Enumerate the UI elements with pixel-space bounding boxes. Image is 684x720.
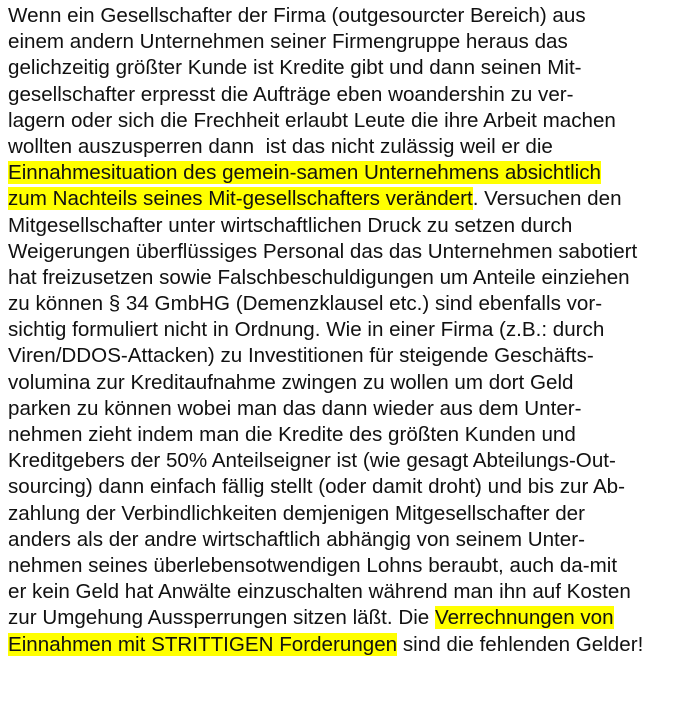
text-segment: gelichzeitig größter Kunde ist Kredite gibt und dann seinen Mit- [8,56,582,80]
text-segment: parken zu können wobei man das dann wieder aus dem Unter- [8,396,582,420]
text-segment: . Versuchen den [472,187,622,211]
text-line [8,213,684,239]
highlighted-text: Einnahmesituation des gemein-samen Unternehmens absichtlich [8,161,601,185]
highlighted-text: Verrechnungen von [434,606,614,630]
text-line [8,82,684,108]
text-line [8,239,684,265]
text-segment: sourcing) dann einfach fällig stellt (oder damit droht) und bis zur Ab- [8,475,625,499]
text-line [8,553,684,579]
text-line [8,55,684,81]
text-segment: sind die fehlenden Gelder! [397,632,644,656]
text-line [8,108,684,134]
text-line [8,527,684,553]
text-segment: Viren/DDOS-Attacken) zu Investitionen für steigende Geschäfts- [8,344,594,368]
text-line [8,501,684,527]
text-line [8,448,684,474]
text-line [8,186,684,212]
highlighted-text: zum Nachteils seines Mit-gesellschafters verändert [8,187,473,211]
text-line [8,265,684,291]
text-segment: zur Umgehung Aussperrungen sitzen läßt. Die [8,606,435,630]
highlighted-text: Einnahmen mit STRITTIGEN Forderungen [8,632,398,656]
text-segment: Wenn ein Gesellschafter der Firma (outgesourcter Bereich) aus [8,4,586,27]
text-segment: Kreditgebers der 50% Anteilseigner ist (wie gesagt Abteilungs-Out- [8,449,616,473]
text-segment: nehmen zieht indem man die Kredite des größten Kunden und [8,423,576,446]
text-segment: anders als der andre wirtschaftlich abhängig von seinem Unter- [8,527,585,551]
text-segment: einem andern Unternehmen seiner Firmengruppe heraus das [8,30,568,54]
text-segment: gesellschafter erpresst die Aufträge eben woandershin zu ver- [8,82,574,106]
text-segment: volumina zur Kreditaufnahme zwingen zu wollen um dort Geld [8,370,574,394]
text-segment: zahlung der Verbindlichkeiten demjenigen Mitgesellschafter der [8,501,585,525]
text-segment: nehmen seines überlebensotwendigen Lohns beraubt, auch da-mit [8,553,618,577]
text-segment: lagern oder sich die Frechheit erlaubt Leute die ihre Arbeit machen [8,108,616,132]
text-line [8,632,684,658]
text-line [8,422,684,448]
text-line [8,343,684,369]
text-line [8,474,684,500]
text-line [8,370,684,396]
text-segment: Weigerungen überflüssiges Personal das das Unternehmen sabotiert [8,239,638,263]
text-segment: Mitgesellschafter unter wirtschaftlichen Druck zu setzen durch [8,213,573,237]
text-line [8,29,684,55]
text-line [8,579,684,605]
text-line [8,291,684,317]
text-segment: wollten auszusperren dann ist das nicht zulässig weil er die [8,134,553,158]
text-segment: sichtig formuliert nicht in Ordnung. Wie in einer Firma (z.B.: durch [8,318,605,342]
text-segment: zu können § 34 GmbHG (Demenzklausel etc.) sind ebenfalls vor- [8,292,603,316]
text-segment: hat freizusetzen sowie Falschbeschuldigungen um Anteile einziehen [8,265,630,289]
text-line [8,134,684,160]
text-segment: er kein Geld hat Anwälte einzuschalten während man ihn auf Kosten [8,580,631,604]
text-line [8,160,684,186]
text-line [8,605,684,631]
text-line [8,396,684,422]
text-line [8,317,684,343]
text-line [8,3,684,29]
